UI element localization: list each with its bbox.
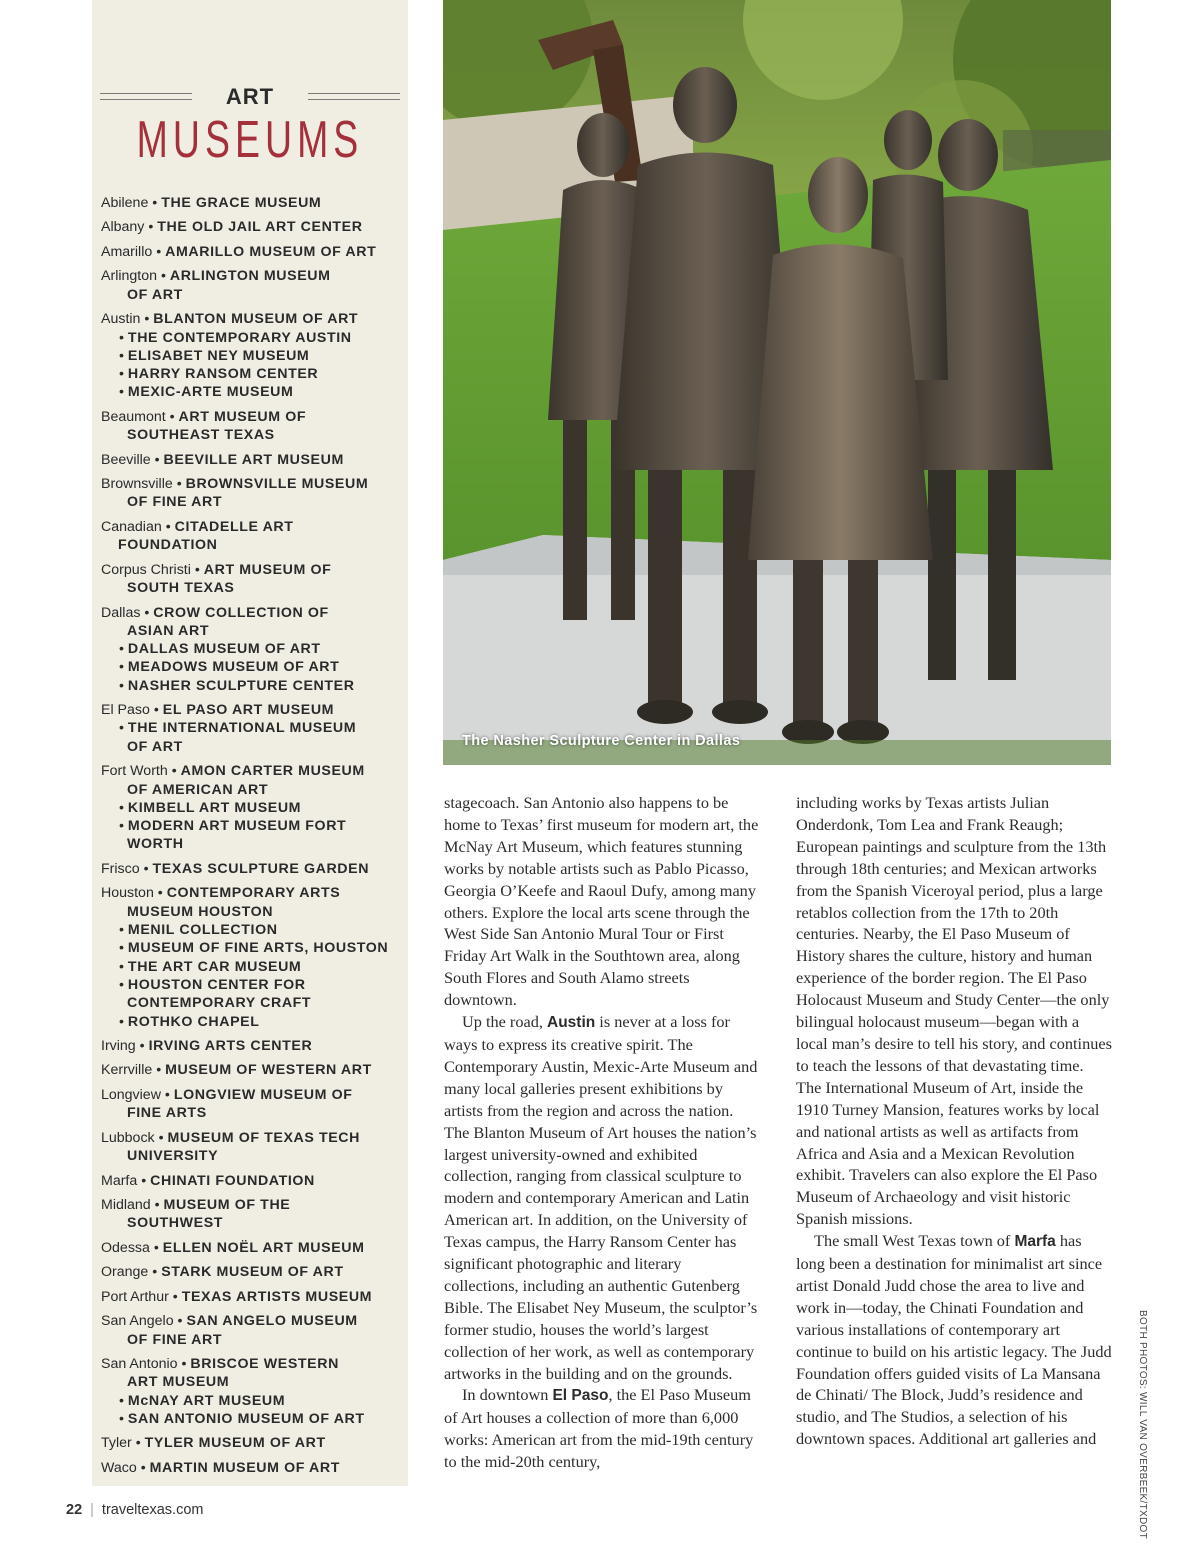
museum-sub-line: • THE CONTEMPORARY AUSTIN (119, 329, 352, 346)
museum-city-line: Houston • CONTEMPORARY ARTS (101, 885, 341, 902)
article-column-2 (796, 792, 1112, 1450)
museum-continuation-line (101, 835, 405, 853)
city-name: Irving (101, 1037, 136, 1054)
museum-continuation-line (101, 1214, 405, 1232)
museum-continuation-line (101, 1331, 405, 1349)
museum-continuation-line (101, 1373, 405, 1391)
museum-entry (101, 408, 405, 445)
museum-sub-line: • HOUSTON CENTER FOR (119, 976, 306, 993)
city-name: Kerrville (101, 1062, 153, 1079)
museum-continuation-line (101, 493, 405, 511)
museum-name: HARRY RANSOM CENTER (127, 366, 319, 383)
museum-name-continued: ASIAN ART (127, 622, 210, 639)
museum-entry (101, 860, 405, 878)
museum-city-line: Frisco • TEXAS SCULPTURE GARDEN (101, 860, 370, 877)
museum-name: NASHER SCULPTURE CENTER (127, 677, 355, 694)
museum-name: ELLEN NOËL ART MUSEUM (162, 1239, 365, 1256)
museum-name-continued: OF AMERICAN ART (127, 781, 269, 798)
page-footer (66, 1502, 203, 1518)
museum-entry (101, 451, 405, 469)
museum-entry (101, 1355, 405, 1428)
museum-city-line: Orange • STARK MUSEUM OF ART (101, 1264, 344, 1281)
museum-name-continued: OF ART (127, 286, 183, 303)
museum-name: MARTIN MUSEUM OF ART (149, 1459, 340, 1476)
city-name: Austin (101, 311, 141, 328)
place-name: Austin (547, 1014, 596, 1032)
museum-entry (101, 1459, 405, 1477)
museum-city-line: San Antonio • BRISCOE WESTERN (101, 1356, 339, 1373)
city-name: El Paso (101, 702, 150, 719)
museum-sub-line: • MODERN ART MUSEUM FORT (119, 818, 347, 835)
museum-city-line: Arlington • ARLINGTON MUSEUM (101, 268, 331, 285)
museum-entry (101, 1172, 405, 1190)
museum-continuation-line (101, 994, 405, 1012)
museum-name: MENIL COLLECTION (127, 922, 278, 939)
museum-name: THE ART CAR MUSEUM (127, 958, 302, 975)
museum-sub-line: • DALLAS MUSEUM OF ART (119, 641, 321, 658)
museum-sub-line: • MEXIC-ARTE MUSEUM (119, 384, 294, 401)
museum-city-line: Midland • MUSEUM OF THE (101, 1197, 291, 1213)
museum-name: THE CONTEMPORARY AUSTIN (127, 329, 352, 346)
city-name: Longview (101, 1086, 161, 1103)
museum-name: TYLER MUSEUM OF ART (144, 1435, 326, 1452)
museum-entry (101, 194, 405, 212)
museum-name: MUSEUM OF THE (163, 1197, 291, 1213)
museum-entry (101, 604, 405, 695)
museum-city-line: Amarillo • AMARILLO MUSEUM OF ART (101, 243, 377, 260)
paragraph-text: In downtown (462, 1385, 553, 1405)
city-name: Corpus Christi (101, 561, 191, 578)
museum-city-line: Abilene • THE GRACE MUSEUM (101, 195, 322, 211)
museum-name: McNAY ART MUSEUM (127, 1392, 286, 1409)
museum-name: BROWNSVILLE MUSEUM (185, 476, 369, 493)
city-name: Albany (101, 219, 145, 236)
museum-sub-line: • MEADOWS MUSEUM OF ART (119, 659, 340, 676)
museum-continuation-line (101, 1147, 405, 1165)
museum-name: BEEVILLE ART MUSEUM (163, 451, 344, 468)
city-name: Beeville (101, 451, 151, 468)
museum-continuation-line (101, 286, 405, 304)
museum-name: ART MUSEUM OF (178, 408, 307, 425)
museum-city-line: Albany • THE OLD JAIL ART CENTER (101, 219, 363, 236)
museum-entry (101, 1263, 405, 1281)
article-column-1 (444, 792, 760, 1473)
museum-sub-line: • HARRY RANSOM CENTER (119, 366, 319, 383)
museum-name: CONTEMPORARY ARTS (166, 885, 341, 902)
museum-name: MEXIC-ARTE MUSEUM (127, 384, 294, 401)
museum-entry (101, 1037, 405, 1055)
museum-name: MODERN ART MUSEUM FORT (127, 818, 347, 835)
article-paragraph (796, 792, 1112, 1230)
sculpture-photo (443, 0, 1111, 765)
museum-continuation-line (101, 1104, 405, 1122)
museum-name: AMARILLO MUSEUM OF ART (165, 243, 377, 260)
museum-name: DALLAS MUSEUM OF ART (127, 641, 321, 658)
city-name: San Angelo (101, 1313, 174, 1330)
museum-sub-line: • McNAY ART MUSEUM (119, 1392, 286, 1409)
museum-entry (101, 1086, 405, 1123)
museum-entry (101, 243, 405, 261)
museum-entry (101, 762, 405, 853)
city-name: Beaumont (101, 408, 166, 425)
paragraph-text: stagecoach. San Antonio also happens to be home to Texas’ first museum for modern art, the McNay Art Museum, which features stunning works by notable artists such as Pablo Picasso, Georgia O’Keefe and Raoul Dufy, among many others. Explore the local arts scene through the West Side San Antonio Mural Tour or First Friday Art Walk in the Southtown area, along South Flores and South Alamo streets downtown. (444, 793, 759, 1010)
heading-rule-right (308, 93, 400, 100)
museum-city-line: Brownsville • BROWNSVILLE MUSEUM (101, 476, 369, 493)
heading-museums: MUSEUMS (136, 111, 364, 169)
city-name: Midland (101, 1197, 151, 1213)
museum-entry (101, 1239, 405, 1257)
museum-sub-line: • THE ART CAR MUSEUM (119, 958, 302, 975)
museum-sidebar (92, 0, 408, 1486)
sculpture-illustration (443, 0, 1111, 765)
city-name: Dallas (101, 604, 141, 621)
footer-separator: | (90, 1502, 94, 1518)
museum-city-line: Beaumont • ART MUSEUM OF (101, 408, 307, 425)
museum-name: CROW COLLECTION OF (153, 604, 329, 621)
museum-name-continued: WORTH (127, 836, 184, 853)
museum-sub-line: • ELISABET NEY MUSEUM (119, 347, 310, 364)
photo-credit: BOTH PHOTOS: WILL VAN OVERBEEK/TXDOT (1137, 1310, 1148, 1539)
museum-name: THE OLD JAIL ART CENTER (157, 219, 363, 236)
museum-continuation-line (101, 579, 405, 597)
museum-city-line: Dallas • CROW COLLECTION OF (101, 604, 329, 621)
museum-name-continued: MUSEUM HOUSTON (127, 903, 274, 920)
museum-entry (101, 518, 405, 555)
museum-city-line: San Angelo • SAN ANGELO MUSEUM (101, 1313, 358, 1330)
paragraph-text: The small West Texas town of (814, 1231, 1015, 1251)
museum-name: TEXAS SCULPTURE GARDEN (152, 860, 370, 877)
museum-name: HOUSTON CENTER FOR (127, 976, 306, 993)
museum-name-continued: OF FINE ART (127, 494, 223, 511)
museum-sub-line: • SAN ANTONIO MUSEUM OF ART (119, 1410, 365, 1427)
museum-name: BRISCOE WESTERN (190, 1356, 339, 1373)
museum-city-line: El Paso • EL PASO ART MUSEUM (101, 702, 335, 719)
museum-sub-line: • ROTHKO CHAPEL (119, 1013, 260, 1030)
city-name: Brownsville (101, 476, 173, 493)
museum-name-continued: FINE ARTS (127, 1105, 207, 1122)
museum-entry (101, 475, 405, 512)
city-name: Houston (101, 885, 154, 902)
museum-name: THE GRACE MUSEUM (161, 195, 322, 211)
paragraph-text: Up the road, (462, 1012, 547, 1032)
city-name: Orange (101, 1264, 149, 1281)
museum-entry (101, 310, 405, 401)
museum-entry (101, 1061, 405, 1079)
museum-name: SAN ANGELO MUSEUM (186, 1313, 358, 1330)
museum-city-line: Longview • LONGVIEW MUSEUM OF (101, 1086, 353, 1103)
museum-entry (101, 884, 405, 1030)
museum-city-line: Kerrville • MUSEUM OF WESTERN ART (101, 1062, 372, 1079)
museum-sub-line: • NASHER SCULPTURE CENTER (119, 677, 355, 694)
city-name: Port Arthur (101, 1288, 169, 1305)
page-number: 22 (66, 1502, 83, 1518)
museum-name: MUSEUM OF FINE ARTS, HOUSTON (127, 940, 389, 957)
city-name: Abilene (101, 195, 149, 211)
city-name: Arlington (101, 268, 157, 285)
museum-sub-line: • KIMBELL ART MUSEUM (119, 799, 302, 816)
museum-city-line: Tyler • TYLER MUSEUM OF ART (101, 1435, 326, 1452)
museum-name: CITADELLE ART (174, 518, 294, 535)
paragraph-text: including works by Texas artists Julian Onderdonk, Tom Lea and Frank Reaugh; European paintings and sculpture from the 13th through 18th centuries; and Mexican artworks from the Spanish Viceroyal period, plus a large retablos collection from the 17th to 20th centuries. Nearby, the El Paso Museum of History shares the culture, history and human experience of the border region. The El Paso Holocaust Museum and Study Center—the only bilingual holocaust museum—began with a local man’s desire to tell his story, and continues to teach the lessons of that devastating time. The International Museum of Art, inside the 1910 Turney Mansion, features works by local and national artists as well as artifacts from Africa and Asia and a Mexican Revolution exhibit. Travelers can also explore the El Paso Museum of Archaeology and visit historic Spanish missions. (796, 793, 1112, 1229)
city-name: Amarillo (101, 243, 153, 260)
museum-city-line: Irving • IRVING ARTS CENTER (101, 1037, 313, 1054)
museum-name: STARK MUSEUM OF ART (161, 1264, 344, 1281)
sidebar-heading (92, 82, 408, 168)
museum-city-line: Odessa • ELLEN NOËL ART MUSEUM (101, 1239, 365, 1256)
museum-name: ELISABET NEY MUSEUM (127, 347, 310, 364)
article-paragraph (796, 1230, 1112, 1450)
museum-entry (101, 267, 405, 304)
city-name: Waco (101, 1459, 137, 1476)
museum-entry (101, 1196, 405, 1233)
photo-caption: The Nasher Sculpture Center in Dallas (462, 733, 741, 749)
museum-entry (101, 1434, 405, 1452)
museum-name-continued: FOUNDATION (118, 537, 218, 554)
footer-site: traveltexas.com (101, 1502, 204, 1518)
heading-art: ART (225, 84, 275, 109)
place-name: Marfa (1014, 1233, 1056, 1251)
museum-continuation-line (101, 738, 405, 756)
museum-name-continued: SOUTHEAST TEXAS (127, 427, 275, 444)
museum-city-line: Beeville • BEEVILLE ART MUSEUM (101, 451, 344, 468)
museum-sub-line: • MUSEUM OF FINE ARTS, HOUSTON (119, 940, 389, 957)
museum-continuation-line (101, 781, 405, 799)
museum-name: ROTHKO CHAPEL (127, 1013, 260, 1030)
museum-name: ARLINGTON MUSEUM (169, 268, 331, 285)
city-name: Odessa (101, 1239, 150, 1256)
museum-name: EL PASO ART MUSEUM (162, 702, 335, 719)
museum-continuation-line (101, 426, 405, 444)
museum-name: MEADOWS MUSEUM OF ART (127, 659, 340, 676)
museum-name: SAN ANTONIO MUSEUM OF ART (127, 1410, 365, 1427)
museum-list (101, 194, 405, 1483)
museum-name-continued: OF FINE ART (127, 1331, 223, 1348)
museum-city-line: Austin • BLANTON MUSEUM OF ART (101, 311, 359, 328)
city-name: Tyler (101, 1435, 132, 1452)
museum-entry (101, 561, 405, 598)
museum-entry (101, 1129, 405, 1166)
article-paragraph (444, 792, 760, 1011)
museum-city-line: Waco • MARTIN MUSEUM OF ART (101, 1459, 340, 1476)
museum-name: CHINATI FOUNDATION (150, 1172, 315, 1189)
museum-sub-line: • MENIL COLLECTION (119, 922, 278, 939)
paragraph-text: has long been a destination for minimalist art since artist Donald Judd chose the area to live and work in—today, the Chinati Foundation and various installations of contemporary art continue to build on his artistic legacy. The Judd Foundation offers guided visits of La Mansana de Chinati/ The Block, Judd’s residence and studio, and The Studios, a selection of his downtown spaces. Additional art galleries and (796, 1231, 1112, 1449)
museum-name-continued: ART MUSEUM (127, 1374, 230, 1391)
paragraph-text: , the El Paso Museum of Art houses a collection of more than 6,000 works: American art from the mid-19th century to the mid-20th century, (444, 1385, 754, 1472)
museum-entry (101, 1288, 405, 1306)
city-name: Canadian (101, 518, 162, 535)
museum-name: AMON CARTER MUSEUM (180, 763, 365, 780)
museum-city-line: Canadian • CITADELLE ART (101, 518, 294, 535)
museum-name: MUSEUM OF TEXAS TECH (167, 1129, 361, 1146)
museum-continuation-line (101, 622, 405, 640)
museum-name-continued: SOUTHWEST (127, 1215, 224, 1232)
museum-name-continued: SOUTH TEXAS (127, 580, 235, 597)
museum-entry (101, 1312, 405, 1349)
city-name: Marfa (101, 1172, 138, 1189)
place-name: El Paso (552, 1387, 609, 1405)
city-name: Lubbock (101, 1129, 155, 1146)
museum-name: KIMBELL ART MUSEUM (127, 799, 302, 816)
city-name: Frisco (101, 860, 140, 877)
museum-name: LONGVIEW MUSEUM OF (173, 1086, 353, 1103)
museum-name: ART MUSEUM OF (203, 561, 332, 578)
museum-name-continued: OF ART (127, 738, 183, 755)
paragraph-text: is never at a loss for ways to express its creative spirit. The Contemporary Austin, Mexic-Arte Museum and many local galleries present exhibitions by artists from the region and across the nation. The Blanton Museum of Art houses the nation’s largest university-owned and exhibited collection, ranging from classical sculpture to modern and contemporary American and Latin American art. In addition, on the University of Texas campus, the Harry Ransom Center has significant photographic and literary collections, including an authentic Gutenberg Bible. The Elisabet Ney Museum, the sculptor’s former studio, houses the world’s largest collection of her work, as well as contemporary artworks in the building and on the grounds. (444, 1012, 758, 1383)
museum-name-continued: CONTEMPORARY CRAFT (127, 995, 312, 1012)
museum-entry (101, 218, 405, 236)
museum-name: TEXAS ARTISTS MUSEUM (181, 1288, 373, 1305)
heading-rule-left (100, 93, 192, 100)
museum-sub-line: • THE INTERNATIONAL MUSEUM (119, 720, 357, 737)
museum-city-line: Marfa • CHINATI FOUNDATION (101, 1172, 315, 1189)
museum-name: MUSEUM OF WESTERN ART (165, 1062, 372, 1079)
museum-continuation-line (101, 903, 405, 921)
museum-city-line: Fort Worth • AMON CARTER MUSEUM (101, 763, 365, 780)
museum-city-line: Lubbock • MUSEUM OF TEXAS TECH (101, 1129, 361, 1146)
museum-name-continued: UNIVERSITY (127, 1148, 219, 1165)
museum-name: IRVING ARTS CENTER (148, 1037, 313, 1054)
city-name: San Antonio (101, 1356, 178, 1373)
article-paragraph (444, 1011, 760, 1384)
museum-name: BLANTON MUSEUM OF ART (153, 311, 359, 328)
museum-city-line: Port Arthur • TEXAS ARTISTS MUSEUM (101, 1288, 373, 1305)
museum-entry (101, 701, 405, 756)
museum-continuation-line (101, 536, 405, 554)
museum-city-line: Corpus Christi • ART MUSEUM OF (101, 561, 332, 578)
museum-name: THE INTERNATIONAL MUSEUM (127, 720, 357, 737)
article-paragraph (444, 1384, 760, 1473)
city-name: Fort Worth (101, 763, 168, 780)
